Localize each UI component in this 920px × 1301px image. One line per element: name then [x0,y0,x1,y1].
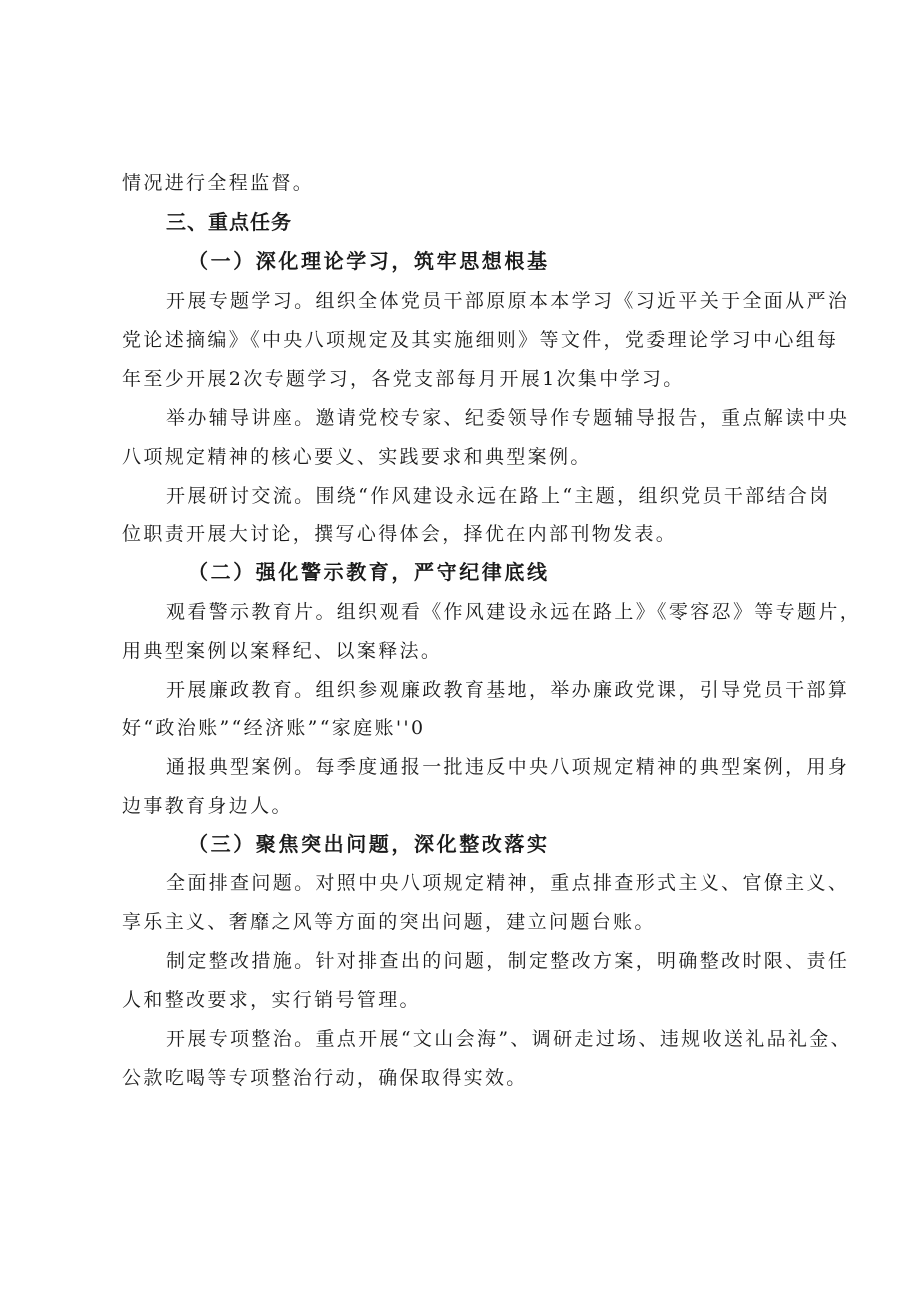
paragraph-line: 位职责开展大讨论，撰写心得体会，择优在内部刊物发表。 [122,523,678,545]
continuation-text: 情况进行全程监督。 [122,172,315,194]
paragraph-line: 好“政治账”“经济账”“家庭账''0 [122,717,426,739]
paragraph-line: 观看警示教育片。组织观看《作风建设永远在路上》《零容忍》等专题片， [166,601,862,623]
paragraph-line: 全面排查问题。对照中央八项规定精神，重点排查形式主义、官僚主义、 [166,872,850,894]
section-title: 三、重点任务 [166,210,292,234]
paragraph-line: 开展专题学习。组织全体党员干部原原本本学习《习近平关于全面从严治 [166,290,850,312]
paragraph-line: 党论述摘编》《中央八项规定及其实施细则》等文件，党委理论学习中心组每 [122,329,839,351]
paragraph-line: 人和整改要求，实行销号管理。 [122,989,421,1011]
paragraph-line: 开展廉政教育。组织参观廉政教育基地，举办廉政党课，引导党员干部算 [166,679,850,701]
subsection-title-3: （三）聚焦突出问题，深化整改落实 [188,832,550,856]
paragraph-line: 享乐主义、奢靡之风等方面的突出问题，建立问题台账。 [122,911,656,933]
paragraph-line: 公款吃喝等专项整治行动，确保取得实效。 [122,1067,528,1089]
paragraph-line: 制定整改措施。针对排查出的问题，制定整改方案，明确整改时限、责任 [166,950,850,972]
paragraph-line: 八项规定精神的核心要义、实践要求和典型案例。 [122,446,592,468]
paragraph-line: 开展研讨交流。围绕“作风建设永远在路上“主题，组织党员干部结合岗 [166,485,831,507]
subsection-title-2: （二）强化警示教育，严守纪律底线 [188,560,550,584]
subsection-title-1: （一）深化理论学习，筑牢思想根基 [188,249,550,273]
paragraph-line: 通报典型案例。每季度通报一批违反中央八项规定精神的典型案例，用身 [166,756,850,778]
paragraph-line: 举办辅导讲座。邀请党校专家、纪委领导作专题辅导报告，重点解读中央 [166,407,850,429]
paragraph-line: 开展专项整治。重点开展“文山会海”、调研走过场、违规收送礼品礼金、 [166,1028,852,1050]
paragraph-line: 边事教育身边人。 [122,795,293,817]
paragraph-line: 用典型案例以案释纪、以案释法。 [122,640,443,662]
paragraph-line: 年至少开展2次专题学习，各党支部每月开展1次集中学习。 [122,368,685,390]
